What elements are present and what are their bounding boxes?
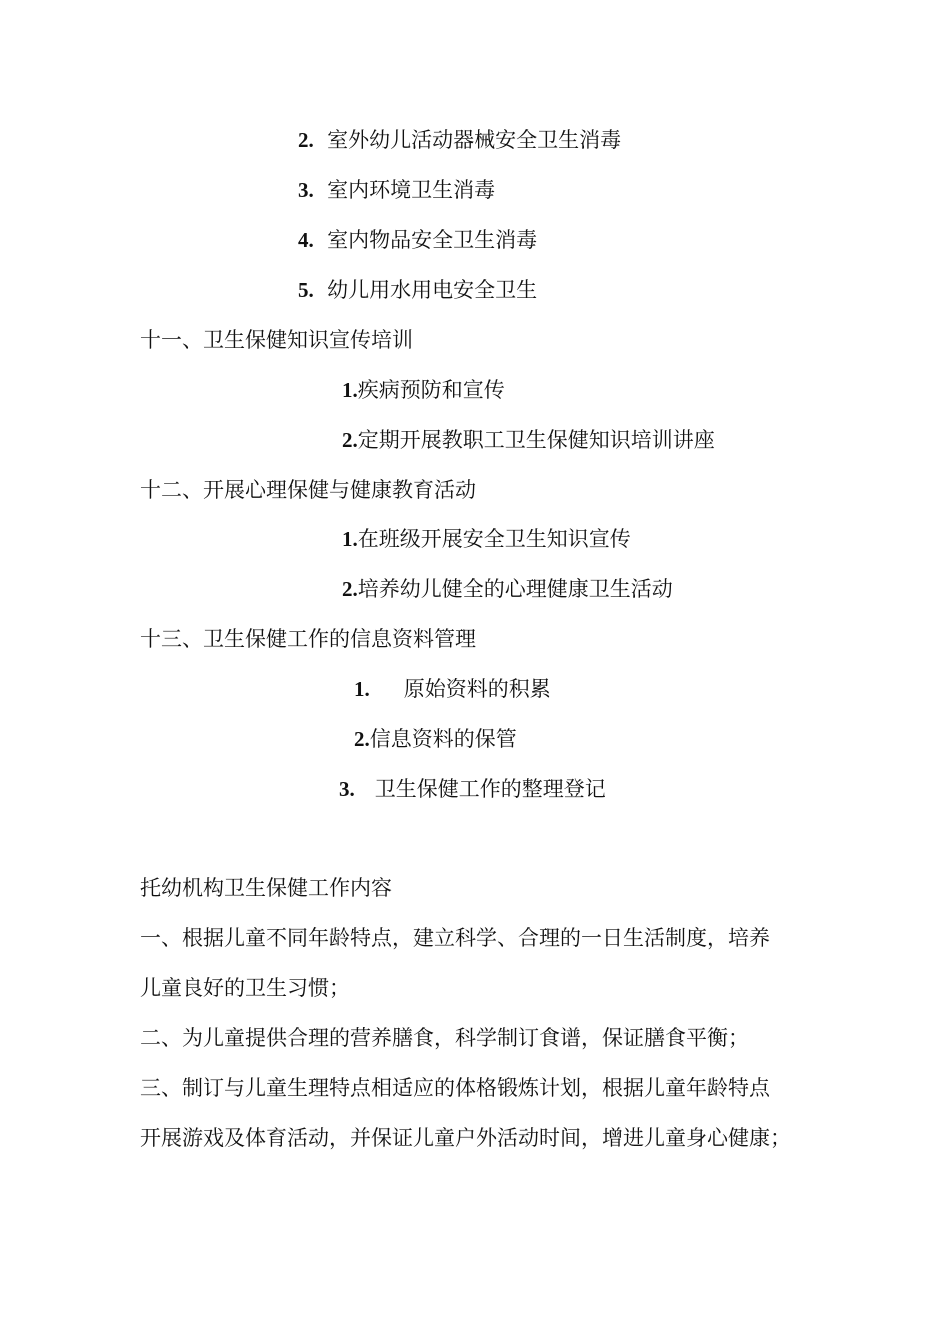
item-number: 1. (342, 527, 358, 551)
item-text: 原始资料的积累 (403, 677, 551, 701)
item-text: 卫生保健工作的整理登记 (374, 777, 606, 801)
item-number: 3. (339, 777, 355, 801)
list-item (354, 674, 551, 704)
section-heading: 十二、开展心理保健与健康教育活动 (140, 478, 476, 502)
paragraph-line: 二、为儿童提供合理的营养膳食，科学制订食谱，保证膳食平衡； (140, 1026, 749, 1050)
paragraph-line: 三、制订与儿童生理特点相适应的体格锻炼计划，根据儿童年龄特点 (140, 1076, 770, 1100)
list-item (298, 175, 495, 205)
section-heading: 十三、卫生保健工作的信息资料管理 (140, 627, 476, 651)
item-number: 1. (342, 378, 358, 402)
item-number: 3. (298, 178, 314, 202)
list-item (339, 774, 606, 804)
document-title: 托幼机构卫生保健工作内容 (140, 876, 392, 900)
list-item (342, 574, 673, 604)
item-text: 定期开展教职工卫生保健知识培训讲座 (357, 428, 715, 452)
item-number: 2. (342, 428, 358, 452)
paragraph-line: 开展游戏及体育活动，并保证儿童户外活动时间，增进儿童身心健康； (140, 1126, 791, 1150)
list-item (298, 125, 621, 155)
item-text: 幼儿用水用电安全卫生 (327, 278, 538, 302)
list-item (354, 724, 517, 754)
paragraph-line: 一、根据儿童不同年龄特点，建立科学、合理的一日生活制度，培养 (140, 926, 770, 950)
list-item (298, 225, 537, 255)
item-text: 信息资料的保管 (369, 727, 517, 751)
item-number: 4. (298, 228, 314, 252)
item-number: 1. (354, 677, 370, 701)
item-number: 2. (342, 577, 358, 601)
list-item (342, 524, 631, 554)
item-number: 5. (298, 278, 314, 302)
item-text: 在班级开展安全卫生知识宣传 (357, 527, 631, 551)
item-number: 2. (354, 727, 370, 751)
item-text: 室内物品安全卫生消毒 (327, 228, 538, 252)
item-text: 疾病预防和宣传 (357, 378, 505, 402)
item-text: 室外幼儿活动器械安全卫生消毒 (327, 128, 622, 152)
item-text: 培养幼儿健全的心理健康卫生活动 (357, 577, 673, 601)
list-item (342, 425, 715, 455)
item-text: 室内环境卫生消毒 (327, 178, 496, 202)
list-item (342, 375, 505, 405)
list-item (298, 275, 537, 305)
section-heading: 十一、卫生保健知识宣传培训 (140, 328, 413, 352)
paragraph-line: 儿童良好的卫生习惯； (140, 976, 350, 1000)
item-number: 2. (298, 128, 314, 152)
